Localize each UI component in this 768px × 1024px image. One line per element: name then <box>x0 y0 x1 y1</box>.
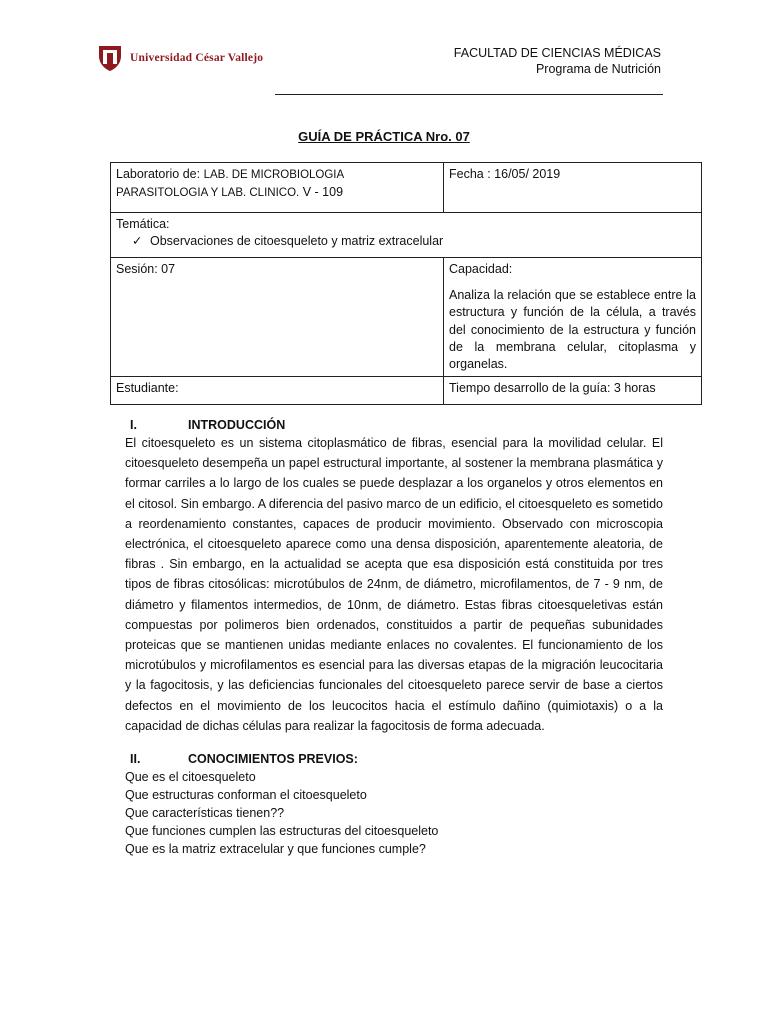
list-item: Que funciones cumplen las estructuras del citoesqueleto <box>125 824 439 838</box>
university-name: Universidad César Vallejo <box>130 52 264 64</box>
lab-name-line1: LAB. DE MICROBIOLOGIA <box>203 169 345 181</box>
tematica-label: Temática: <box>116 217 170 231</box>
section-conocimientos-heading <box>130 752 358 766</box>
capacity-cell <box>444 258 702 377</box>
tematica-cell <box>111 213 702 258</box>
university-logo <box>97 44 263 72</box>
session-cell: Sesión: 07 <box>111 258 444 377</box>
checkmark-icon: ✓ <box>132 234 143 248</box>
list-item: Que características tienen?? <box>125 806 285 820</box>
list-item: Que es la matriz extracelular y que funciones cumple? <box>125 842 426 856</box>
capacity-text: Analiza la relación que se establece entre la estructura y función de la célula, a través del conocimiento de la estructura y función de la membrana celular, citoplasma y organelas. <box>449 288 696 372</box>
section-title: INTRODUCCIÓN <box>188 418 286 432</box>
capacity-label: Capacidad: <box>449 262 513 276</box>
page-title: GUÍA DE PRÁCTICA Nro. 07 <box>298 129 470 144</box>
introduction-paragraph: El citoesqueleto es un sistema citoplasmático de fibras, esencial para la movilidad celular. El citoesqueleto desempeña un papel estructural importante, al sostener la membrana plasmática y formar carriles a lo largo de los cuales se puede desplazar a los organelos y otros elementos en el citosol. Sin embargo. A diferencia del pasivo marco de un edificio, el citoesqueleto es sometido a reordenamiento constantes, capaces de producir movimiento. Observado con microscopia electrónica, el citoesqueleto aparece como una densa disposición, aparentemente aleatoria, de fibras . Sin embargo, en la actualidad se acepta que esa disposición está constituida por tres tipos de fibras citosólicas: microtúbulos de 24nm, de diámetro, microfilamentos, de 7 - 9 nm, de diámetro y filamentos intermedios, de 10nm, de diámetro. Estas fibras citoesqueletivas están compuestas por polimeros bien ordenados, constituidos a partir de pequeñas subunidades proteicas que se mantienen unidas mediante enlaces no covalentes. El funcionamiento de los microtúbulos y microfilamentos es esencial para las diversas etapas de la migración leucocitaria y la fagocitosis, y las deficiencias funcionales del citoesqueleto parece servir de base a ciertos defectos en el movimiento de los leucocitos hacia el estímulo dañino (quimiotaxis) o a la capacidad de dichas células para realizar la fagocitosis de forma adecuada. <box>125 436 663 733</box>
faculty-header <box>454 45 661 77</box>
student-cell: Estudiante: <box>111 377 444 405</box>
duration-cell: Tiempo desarrollo de la guía: 3 horas <box>444 377 702 405</box>
faculty-name: FACULTAD DE CIENCIAS MÉDICAS <box>453 46 661 60</box>
list-item: Que es el citoesqueleto <box>125 770 256 784</box>
room-number: 109 <box>322 185 344 199</box>
list-item: Que estructuras conforman el citoesqueleto <box>125 788 367 802</box>
tematica-text: Observaciones de citoesqueleto y matriz extracelular <box>150 234 444 248</box>
lab-name-line2: PARASITOLOGIA Y LAB. CLINICO. <box>116 187 300 199</box>
introduction-text <box>125 433 663 736</box>
section-title: CONOCIMIENTOS PREVIOS: <box>188 752 358 766</box>
lab-label: Laboratorio de: <box>116 167 201 181</box>
section-number: I. <box>130 418 137 432</box>
lab-cell <box>111 163 444 213</box>
room-prefix: V - <box>302 185 323 199</box>
info-table <box>110 162 702 405</box>
date-cell: Fecha : 16/05/ 2019 <box>444 163 702 213</box>
section-number: II. <box>130 752 141 766</box>
header-divider <box>275 94 663 95</box>
program-name: Programa de Nutrición <box>535 62 661 76</box>
university-crest-icon <box>97 44 123 72</box>
section-introduccion-heading <box>130 418 285 432</box>
tematica-item <box>116 233 696 250</box>
questions-list <box>125 768 438 858</box>
